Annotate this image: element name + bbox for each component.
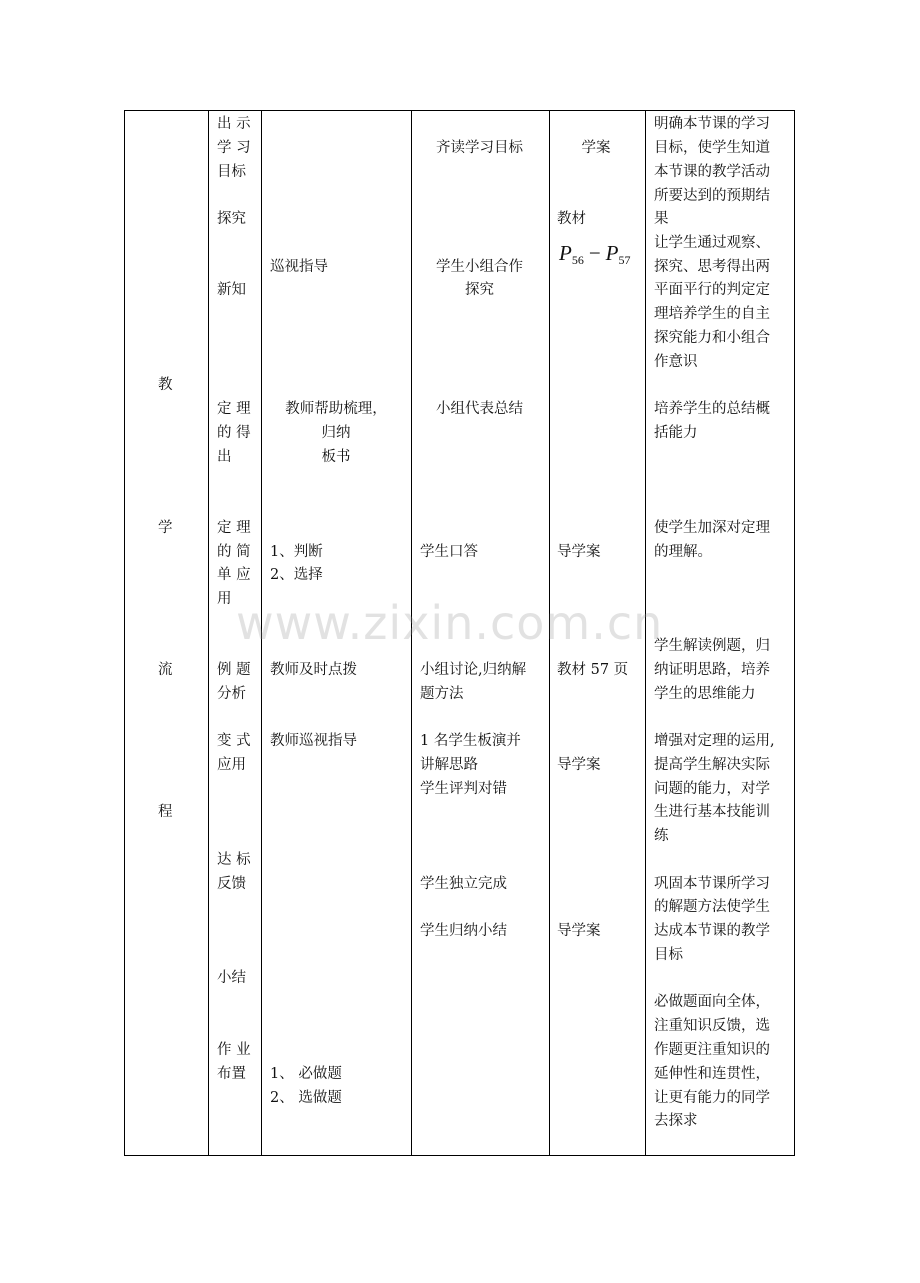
intent-line: 探究能力和小组合 xyxy=(654,330,770,346)
teacher-line: 归纳 xyxy=(321,425,351,441)
intent-line: 的解题方法使学生 xyxy=(654,899,770,915)
flow-label-char: 程 xyxy=(158,804,173,820)
intent-line: 本节课的教学活动 xyxy=(654,164,770,180)
intent-line: 作意识 xyxy=(654,354,698,370)
intent-line: 延伸性和连贯性， xyxy=(654,1066,770,1082)
intent-line: 让更有能力的同学 xyxy=(654,1090,770,1106)
student-line: 学生口答 xyxy=(420,544,478,560)
stage-line: 单 应 xyxy=(217,567,251,583)
stage-line: 用 xyxy=(217,591,232,607)
student-line: 1 名学生板演并 xyxy=(420,733,521,749)
resource-line: 教材 xyxy=(557,211,586,227)
resource-line: 导学案 xyxy=(557,757,601,773)
teacher-line: 2、选择 xyxy=(270,567,323,583)
stage-line: 学 习 xyxy=(217,140,251,156)
intent-line: 必做题面向全体， xyxy=(654,994,770,1010)
resource-line: 导学案 xyxy=(557,923,601,939)
intent-line: 让学生通过观察、 xyxy=(654,235,770,251)
student-line: 齐读学习目标 xyxy=(436,140,523,156)
intent-line: 目标 xyxy=(654,947,683,963)
page-range-formula xyxy=(559,240,631,273)
resource-line: 导学案 xyxy=(557,544,601,560)
watermark-text: www.zixin.com.cn xyxy=(236,596,664,650)
intent-line: 学生解读例题，归 xyxy=(654,638,770,654)
stage-line: 的 得 xyxy=(217,425,251,441)
intent-line: 使学生加深对定理 xyxy=(654,520,770,536)
intent-line: 明确本节课的学习 xyxy=(654,116,770,132)
column-divider xyxy=(208,111,209,1155)
teacher-line: 教师巡视指导 xyxy=(270,733,357,749)
stage-line: 探究 xyxy=(217,211,246,227)
stage-line: 变 式 xyxy=(217,733,251,749)
stage-line: 小结 xyxy=(217,970,246,986)
intent-line: 巩固本节课所学习 xyxy=(654,876,770,892)
resource-line: 学案 xyxy=(581,140,611,156)
intent-line: 培养学生的总结概 xyxy=(654,401,770,417)
stage-line: 分析 xyxy=(217,686,246,702)
stage-line: 目标 xyxy=(217,164,246,180)
flow-label-char: 教 xyxy=(158,377,173,393)
stage-line: 布置 xyxy=(217,1066,246,1082)
student-line: 讲解思路 xyxy=(420,757,478,773)
intent-line: 纳证明思路，培养 xyxy=(654,662,770,678)
stage-line: 定 理 xyxy=(217,401,251,417)
stage-line: 作 业 xyxy=(217,1042,251,1058)
intent-line: 目标，使学生知道 xyxy=(654,140,770,156)
intent-line: 达成本节课的教学 xyxy=(654,923,770,939)
teacher-line: 1、判断 xyxy=(270,544,323,560)
intent-line: 的理解。 xyxy=(654,544,712,560)
resource-line: 教材 57 页 xyxy=(557,662,629,678)
stage-line: 达 标 xyxy=(217,852,251,868)
stage-line: 的 简 xyxy=(217,544,251,560)
student-line: 学生小组合作 xyxy=(436,259,523,275)
intent-line: 练 xyxy=(654,828,669,844)
intent-line: 果 xyxy=(654,211,669,227)
intent-line: 增强对定理的运用, xyxy=(654,733,775,749)
teacher-line: 1、 必做题 xyxy=(270,1066,342,1082)
intent-line: 问题的能力，对学 xyxy=(654,781,770,797)
stage-line: 反馈 xyxy=(217,876,246,892)
student-line: 探究 xyxy=(465,282,494,298)
intent-line: 去探求 xyxy=(654,1113,698,1129)
formula-operator: − xyxy=(588,241,601,265)
stage-line: 新知 xyxy=(217,282,246,298)
intent-line: 生进行基本技能训 xyxy=(654,804,770,820)
intent-line: 学生的思维能力 xyxy=(654,686,756,702)
stage-line: 例 题 xyxy=(217,662,251,678)
intent-line: 理培养学生的自主 xyxy=(654,306,770,322)
formula-subscript: 56 xyxy=(571,253,584,267)
teacher-line: 板书 xyxy=(321,449,351,465)
stage-line: 应用 xyxy=(217,757,246,773)
teacher-line: 2、 选做题 xyxy=(270,1090,342,1106)
teacher-line: 巡视指导 xyxy=(270,259,328,275)
intent-line: 所要达到的预期结 xyxy=(654,188,770,204)
formula-subscript: 57 xyxy=(618,253,631,267)
student-line: 小组讨论,归纳解 xyxy=(420,662,527,678)
intent-line: 括能力 xyxy=(654,425,698,441)
intent-line: 探究、思考得出两 xyxy=(654,259,770,275)
stage-line: 定 理 xyxy=(217,520,251,536)
intent-line: 提高学生解决实际 xyxy=(654,757,770,773)
teacher-line: 教师及时点拨 xyxy=(270,662,357,678)
student-line: 学生评判对错 xyxy=(420,781,507,797)
stage-line: 出 示 xyxy=(217,116,251,132)
flow-label-char: 流 xyxy=(158,662,173,678)
student-line: 学生独立完成 xyxy=(420,876,507,892)
student-line: 题方法 xyxy=(420,686,464,702)
stage-line: 出 xyxy=(217,449,232,465)
formula-symbol: P xyxy=(605,241,619,265)
student-line: 小组代表总结 xyxy=(436,401,523,417)
student-line: 学生归纳小结 xyxy=(420,923,507,939)
intent-line: 注重知识反馈，选 xyxy=(654,1018,770,1034)
flow-label-char: 学 xyxy=(158,520,173,536)
formula-symbol: P xyxy=(559,241,572,265)
intent-line: 作题更注重知识的 xyxy=(654,1042,770,1058)
teacher-line: 教师帮助梳理， xyxy=(285,401,387,417)
intent-line: 平面平行的判定定 xyxy=(654,282,770,298)
